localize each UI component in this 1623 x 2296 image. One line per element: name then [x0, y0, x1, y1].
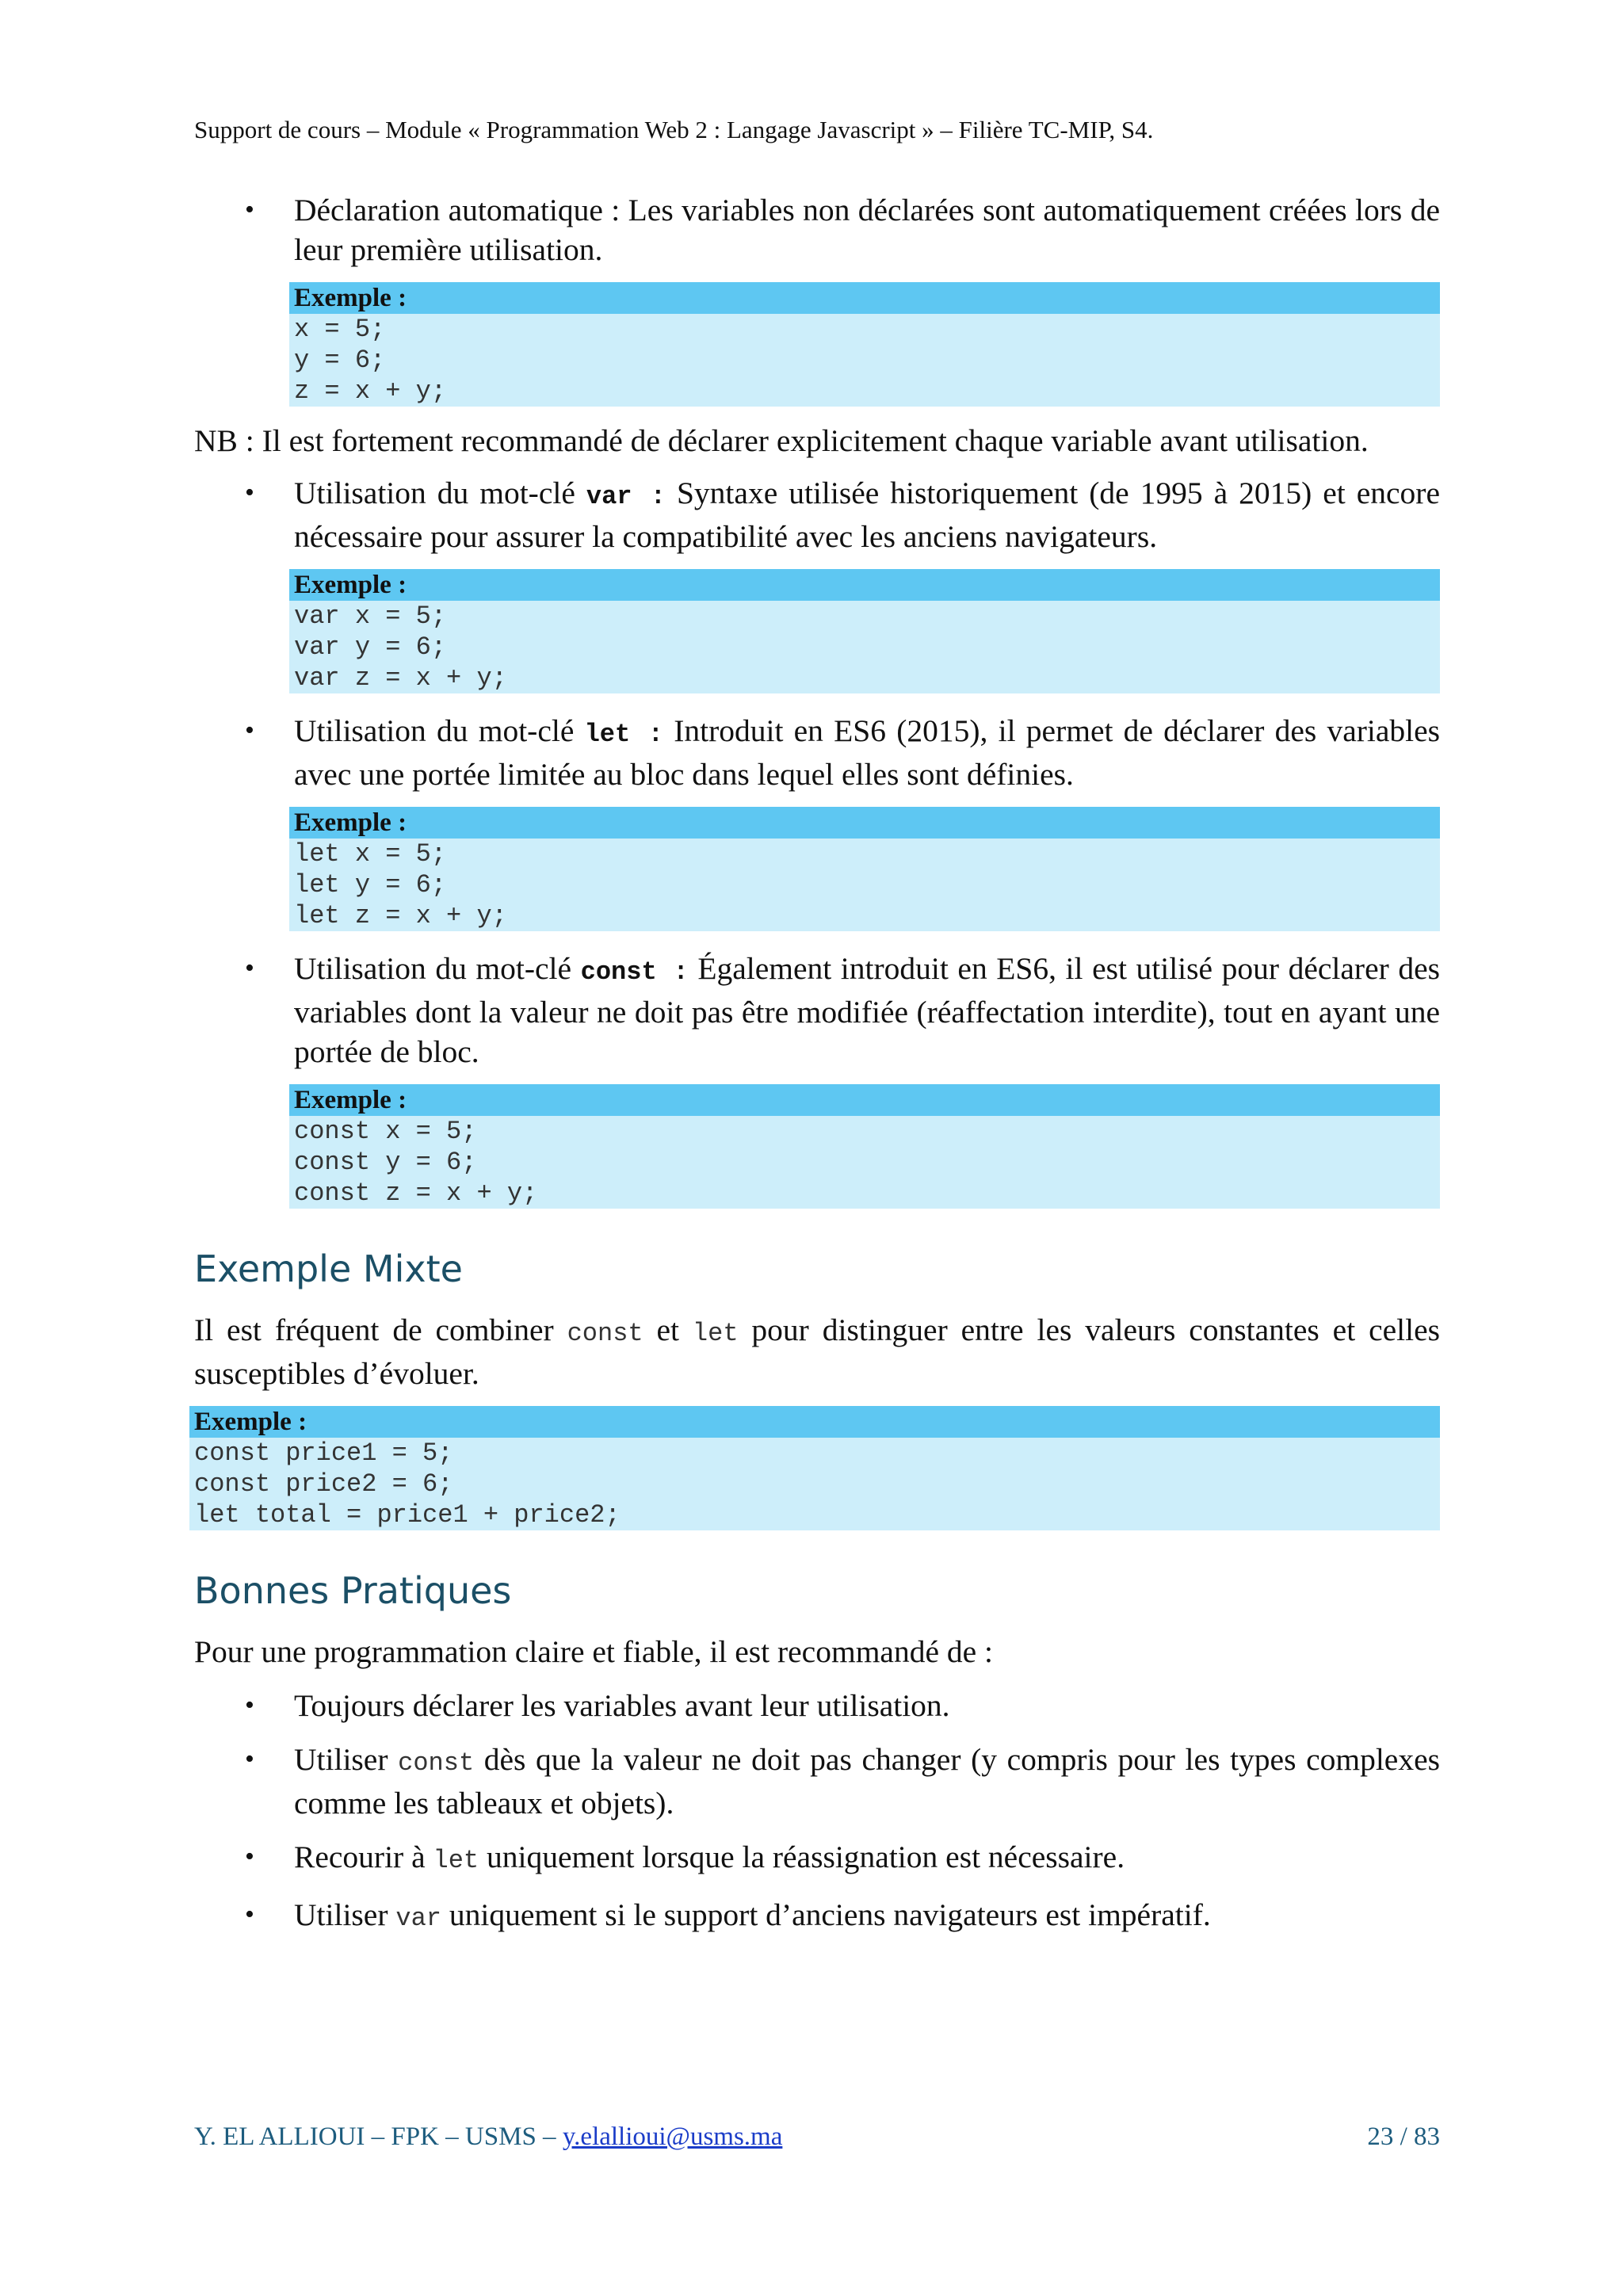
keyword-let: let : — [584, 720, 663, 749]
code-example-label: Exemple : — [289, 1084, 1440, 1116]
bullet-var — [194, 473, 1440, 556]
bullet-let — [194, 711, 1440, 794]
code-example-label: Exemple : — [289, 569, 1440, 601]
code-example — [289, 1084, 1440, 1209]
code-example-label: Exemple : — [189, 1406, 1440, 1438]
practice-text-b: dès que la valeur ne doit pas changer (y compris pour les types complexes comme les tableaux et objets). — [294, 1742, 1440, 1820]
code-line: z = x + y; — [294, 376, 447, 406]
section-title-mixte: Exemple Mixte — [194, 1247, 463, 1290]
code-line: y = 6; — [294, 346, 386, 375]
code-line: var y = 6; — [294, 632, 447, 662]
code-line: let total = price1 + price2; — [194, 1500, 621, 1530]
bullet-text: Déclaration automatique : Les variables non déclarées sont automatiquement créées lors de leur première utilisation. — [294, 193, 1440, 267]
keyword-const-inline: const — [398, 1748, 475, 1778]
nb-note: NB : Il est fortement recommandé de déclarer explicitement chaque variable avant utilisation. — [194, 423, 1369, 458]
code-example-label: Exemple : — [289, 282, 1440, 314]
keyword-var: var : — [586, 482, 666, 511]
practice-item — [194, 1895, 1440, 1939]
code-example-mixte — [189, 1406, 1440, 1530]
practice-text-a: Recourir à — [294, 1839, 433, 1874]
pratiques-intro: Pour une programmation claire et fiable, il est recommandé de : — [194, 1634, 993, 1669]
page-number: 23 / 83 — [1367, 2122, 1440, 2151]
bullet-suffix: Syntaxe utilisée historiquement (de 1995 à 2015) et encore nécessaire pour assurer la compatibilité avec les anciens navigateurs. — [294, 476, 1440, 554]
code-line: let x = 5; — [294, 839, 447, 869]
keyword-var-inline: var — [395, 1904, 441, 1933]
mixte-text-a: Il est fréquent de combiner — [194, 1312, 567, 1347]
practice-item — [194, 1686, 1440, 1725]
page-header: Support de cours – Module « Programmation Web 2 : Langage Javascript » – Filière TC-MIP, S4. — [194, 116, 1154, 143]
bullet-suffix: Également introduit en ES6, il est utilisé pour déclarer des variables dont la valeur ne doit pas être modifiée (réaffectation interdite), tout en ayant une portée de bloc. — [294, 951, 1440, 1069]
mixte-paragraph — [194, 1310, 1440, 1393]
mixte-text-b: et — [643, 1312, 693, 1347]
code-line: const z = x + y; — [294, 1179, 538, 1208]
code-line: const price1 = 5; — [194, 1438, 453, 1468]
bullet-dot: • — [245, 716, 254, 745]
code-example-label: Exemple : — [289, 807, 1440, 839]
code-line: const y = 6; — [294, 1148, 477, 1177]
page-footer — [194, 2122, 1440, 2152]
code-example — [289, 282, 1440, 407]
practice-text-a: Utiliser — [294, 1742, 399, 1777]
code-line: var x = 5; — [294, 602, 447, 631]
bullet-prefix: Utilisation du mot-clé — [294, 951, 581, 986]
code-line: let z = x + y; — [294, 901, 507, 930]
bullet-prefix: Utilisation du mot-clé — [294, 713, 585, 748]
practice-text-b: uniquement si le support d’anciens navigateurs est impératif. — [441, 1897, 1211, 1932]
bullet-const — [194, 949, 1440, 1072]
code-example — [289, 807, 1440, 931]
practice-text-b: uniquement lorsque la réassignation est nécessaire. — [479, 1839, 1125, 1874]
keyword-const-inline: const — [567, 1319, 643, 1348]
keyword-const: const : — [580, 957, 689, 987]
code-example — [289, 569, 1440, 693]
code-line: const price2 = 6; — [194, 1469, 453, 1499]
keyword-let-inline: let — [433, 1846, 479, 1875]
bullet-suffix: Introduit en ES6 (2015), il permet de déclarer des variables avec une portée limitée au bloc dans lequel elles sont définies. — [294, 713, 1441, 792]
bullet-dot: • — [245, 1900, 254, 1929]
bullet-dot: • — [245, 1690, 254, 1720]
practice-item — [194, 1837, 1440, 1881]
code-line: const x = 5; — [294, 1117, 477, 1146]
bullet-dot: • — [245, 478, 254, 507]
code-line: let y = 6; — [294, 870, 447, 900]
bullet-prefix: Utilisation du mot-clé — [294, 476, 586, 510]
practice-item — [194, 1740, 1440, 1823]
section-title-pratiques: Bonnes Pratiques — [194, 1569, 512, 1612]
footer-author: Y. EL ALLIOUI – FPK – USMS – — [194, 2122, 563, 2151]
bullet-dot: • — [245, 195, 254, 224]
mixte-text-c: pour distinguer entre les valeurs constantes et celles susceptibles d’évoluer. — [194, 1312, 1440, 1391]
bullet-dot: • — [245, 1842, 254, 1871]
keyword-let-inline: let — [692, 1319, 739, 1348]
page-content — [194, 190, 1440, 1939]
practice-text-a: Utiliser — [294, 1897, 396, 1932]
code-line: var z = x + y; — [294, 663, 507, 693]
code-line: x = 5; — [294, 315, 386, 344]
footer-email-link[interactable]: y.elallioui@usms.ma — [562, 2122, 783, 2151]
practice-text: Toujours déclarer les variables avant leur utilisation. — [294, 1688, 950, 1723]
bullet-dot: • — [245, 953, 254, 983]
bullet-auto-declaration — [194, 190, 1440, 269]
bullet-dot: • — [245, 1744, 254, 1774]
